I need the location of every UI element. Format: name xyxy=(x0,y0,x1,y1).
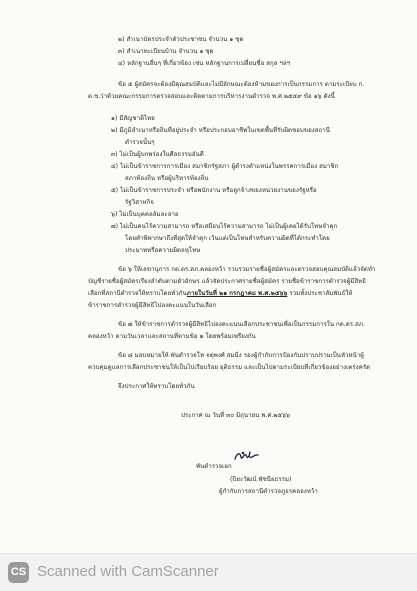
date-line: ประกาศ ณ วันที่ ๓๐ มิถุนายน พ.ศ.๒๕๖๖ xyxy=(181,412,290,419)
clause6-line: ข้าราชการตำรวจผู้มีสิทธิไปลงคะแนนในวันเลือก xyxy=(88,302,217,309)
qualification-item: รัฐวิสาหกิจ xyxy=(125,199,154,206)
clause6-text: เลือกที่สถานีตำรวจให้ทราบโดยทั่วกัน xyxy=(88,290,187,297)
qualification-item: ๕) ไม่เป็นข้าราชการประจำ หรือพนักงาน หรือลูกจ้างของหน่วยงานของรัฐหรือ xyxy=(111,187,317,194)
clause6-line: ข้อ ๖ ให้เลขานุการ กต.ตร.สภ.คลองหว้า รวบรวมรายชื่อผู้สมัครและตรวจสอบคุณสมบัติแล้วจัดทำ xyxy=(118,266,376,273)
clause8-line: ควบคุมดูแลการเลือกประชาชนให้เป็นไปเรียบร้อย ยุติธรรม และเป็นไปตามระเบียบที่เกี่ยวข้องอย่างเคร่งครัด xyxy=(88,364,371,371)
clause5-line: ต.ช.ว่าด้วยคณะกรรมการตรวจสอบและติดตามการบริหารงานตำรวจ พ.ศ.๒๕๕๙ ข้อ ๑๖ ดังนี้ xyxy=(88,93,335,100)
qualification-item: โดยคำพิพากษาถึงที่สุดให้จำคุก เว้นแต่เป็นโทษสำหรับความผิดที่ได้กระทำโดย xyxy=(125,235,330,242)
clause6-deadline-line xyxy=(88,290,353,298)
signer-position: ผู้กำกับการสถานีตำรวจภูธรคลองหว้า xyxy=(219,488,318,495)
clause7-line: ข้อ ๗ ให้ข้าราชการตำรวจผู้มีสิทธิไปลงคะแนนเลือกประชาชนเพื่อเป็นกรรมการใน กต.ตร.สภ. xyxy=(118,321,365,328)
clause8-line: ข้อ ๘ มอบหมายให้ พันตำรวจโท จตุพงศ์ สมมิ่ง รองผู้กำกับการป้องกันปราบปรามเป็นหัวหน้าผู้ xyxy=(118,352,364,359)
clause7-line: คลองหว้า ตามวันเวลาและสถานที่ตามข้อ ๒ โดยพร้อมเพรียงกัน xyxy=(88,333,256,340)
camscanner-watermark: Scanned with CamScanner xyxy=(37,563,219,580)
camscanner-logo-icon: CS xyxy=(8,562,29,583)
clause6-line: บัญชีรายชื่อผู้สมัครเรียงลำดับตามตัวอักษร แล้วจัดประกาศรายชื่อผู้สมัคร รายชื่อข้าราชการตำรวจผู้มีสิทธิ xyxy=(88,278,367,285)
clause6-tail: รวมทั้งประชาสัมพันธ์ให้ xyxy=(287,290,353,297)
qualification-item: ๔) ไม่เป็นข้าราชการการเมือง สมาชิกรัฐสภา ผู้ดำรงตำแหน่งในพรรคการเมือง สมาชิก xyxy=(111,163,339,170)
signer-rank: พันตำรวจเอก xyxy=(196,463,232,470)
qualification-item: ๗) ไม่เป็นคนไร้ความสามารถ หรือเสมือนไร้ความสามารถ ไม่เป็นผู้เคยได้รับโทษจำคุก xyxy=(111,223,338,230)
signer-name: (ปิยะวัฒน์ พัชนียธรรม) xyxy=(230,476,292,483)
announcement-line: จึงประกาศให้ทราบโดยทั่วกัน xyxy=(118,383,195,390)
qualification-item: ๒) มีภูมิลำเนาหรือถิ่นที่อยู่ประจำ หรือประกอบอาชีพในเขตพื้นที่รับผิดชอบของสถานี xyxy=(111,127,330,134)
qualification-item: สภาท้องถิ่น หรือผู้บริหารท้องถิ่น xyxy=(125,175,209,182)
clause5-line: ข้อ ๕ ผู้สมัครจะต้องมีคุณสมบัติและไม่มีลักษณะต้องห้ามของการเป็นกรรมการ ตามระเบียบ ก. xyxy=(118,81,365,88)
deadline-emphasis: ภายในวันที่ ๒๑ กรกฎาคม พ.ศ.๒๕๖๖ xyxy=(186,290,288,297)
attachment-item: ๔) หลักฐานอื่นๆ ที่เกี่ยวข้อง เช่น หลักฐานการเปลี่ยนชื่อ สกุล ฯลฯ xyxy=(118,60,291,67)
attachment-item: ๓) สำเนาทะเบียนบ้าน จำนวน ๑ ชุด xyxy=(118,48,214,55)
attachment-item: ๒) สำเนาบัตรประจำตัวประชาชน จำนวน ๑ ชุด xyxy=(118,36,244,43)
handwritten-signature xyxy=(232,449,260,463)
scanner-footer xyxy=(0,553,417,591)
qualification-item: ๑) มีสัญชาติไทย xyxy=(111,115,155,122)
qualification-item: ตำรวจนั้นๆ xyxy=(125,139,155,146)
qualification-item: ๖) ไม่เป็นบุคคลล้มละลาย xyxy=(111,211,179,218)
qualification-item: ๓) ไม่เป็นผู้บกพร่องในศีลธรรมอันดี xyxy=(111,151,204,158)
qualification-item: ประมาทหรือความผิดลหุโทษ xyxy=(125,247,201,254)
